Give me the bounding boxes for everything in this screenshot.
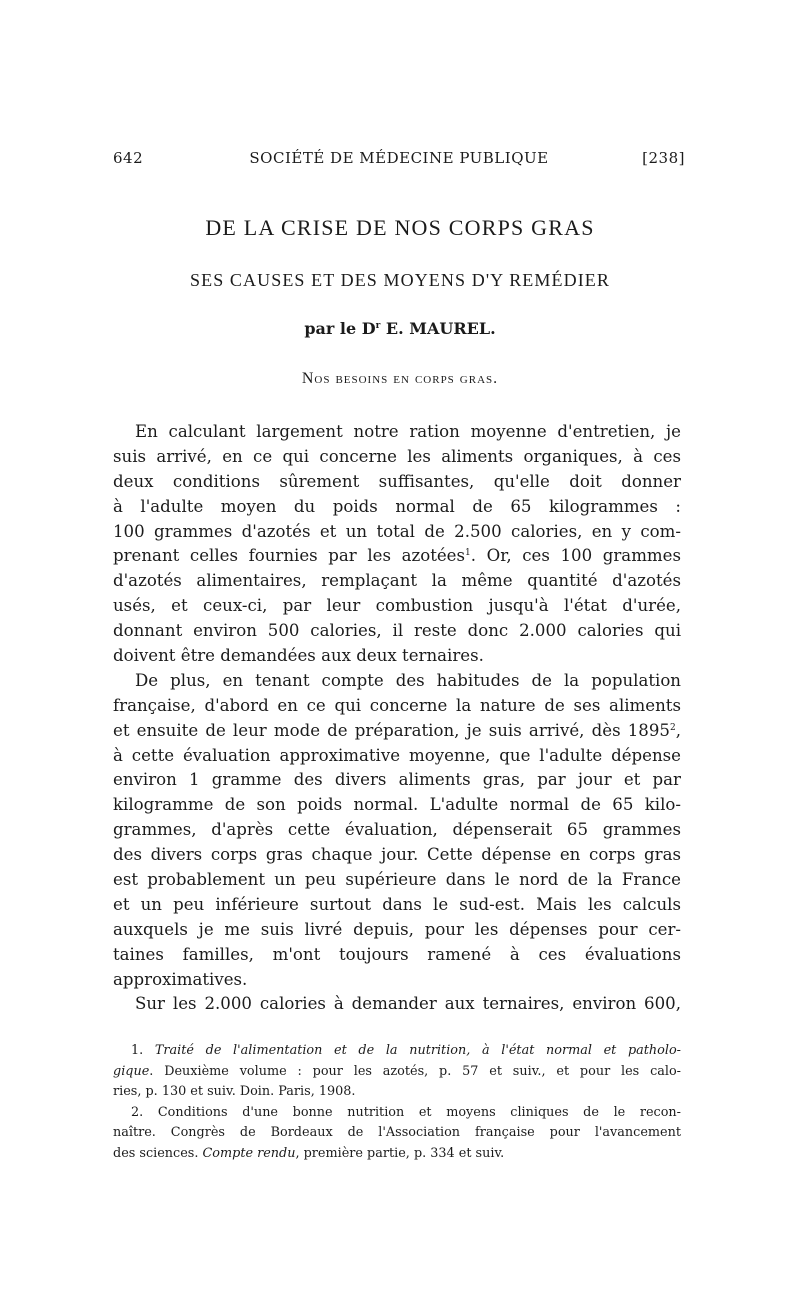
body-line: Sur les 2.000 calories à demander aux ternaires, environ 600, [135, 994, 681, 1014]
footnote-1-title: Traité de l'alimentation et de la nutrition, à l'état normal et patholo- [154, 1043, 681, 1058]
footnote-mark-2: 2 [669, 722, 676, 733]
byline-name: E. MAUREL. [380, 319, 496, 338]
footnote-1-text: . Deuxième volume : pour les azotés, p. 57 et suiv., et pour les calo- [149, 1063, 681, 1079]
body-line: 100 grammes d'azotés et un total de 2.500 calories, en y com- [113, 521, 681, 541]
section-heading: Nos besoins en corps gras. [301, 370, 499, 387]
footnote-2-cont: naître. Congrès de Bordeaux de l'Association française pour l'avancement [113, 1125, 681, 1141]
body-line [113, 544, 681, 569]
body-line-part: . Or, ces 100 grammes [470, 546, 681, 566]
body-line: grammes, d'après cette évaluation, dépenserait 65 grammes [113, 820, 681, 840]
body-line: à l'adulte moyen du poids normal de 65 kilogrammes : [113, 496, 681, 516]
body-line: suis arrivé, en ce qui concerne les aliments organiques, à ces [113, 446, 681, 466]
page-reference: [238] [642, 149, 685, 167]
author-byline [0, 319, 800, 338]
footnote-2: 2. Conditions d'une bonne nutrition et moyens cliniques de le recon- [131, 1104, 681, 1120]
footnotes [113, 1041, 681, 1165]
body-line: des divers corps gras chaque jour. Cette dépense en corps gras [113, 845, 681, 865]
body-line: d'azotés alimentaires, remplaçant la même quantité d'azotés [113, 571, 681, 591]
body-line: environ 1 gramme des divers aliments gras, par jour et par [113, 770, 681, 790]
footnote-2-text: des sciences. [113, 1145, 203, 1161]
byline-superscript: r [375, 321, 381, 331]
running-header [113, 149, 685, 171]
body-line: à cette évaluation approximative moyenne, que l'adulte dépense [113, 745, 681, 765]
body-line: taines familles, m'ont toujours ramené à ces évaluations [113, 944, 681, 964]
article-title: DE LA CRISE DE NOS CORPS GRAS [205, 215, 595, 240]
byline-prefix: par le D [304, 319, 376, 338]
body-line: En calculant largement notre ration moyenne d'entretien, je [135, 422, 681, 441]
footnote-1-cont: ries, p. 130 et suiv. Doin. Paris, 1908. [113, 1084, 356, 1100]
body-line-part: , [675, 720, 681, 740]
running-title: SOCIÉTÉ DE MÉDECINE PUBLIQUE [249, 149, 549, 167]
article-subtitle: SES CAUSES ET DES MOYENS D'Y REMÉDIER [190, 270, 610, 290]
footnote-1-number: 1. [131, 1043, 155, 1058]
page-number: 642 [113, 149, 144, 167]
body-line-part: et ensuite de leur mode de préparation, je suis arrivé, dès 1895 [113, 720, 670, 740]
body-line: deux conditions sûrement suffisantes, qu'elle doit donner [113, 471, 681, 491]
body-line: donnant environ 500 calories, il reste donc 2.000 calories qui [113, 621, 681, 641]
footnote-2-italic: Compte rendu [202, 1145, 296, 1161]
body-line: De plus, en tenant compte des habitudes de la population [135, 670, 681, 690]
body-line: est probablement un peu supérieure dans le nord de la France [113, 870, 681, 890]
footnote-1 [113, 1041, 681, 1062]
footnote-2-cont [113, 1144, 681, 1165]
footnote-1-cont [113, 1062, 681, 1083]
body-line: française, d'abord en ce qui concerne la nature de ses aliments [113, 695, 681, 715]
footnote-mark-1: 1 [465, 548, 471, 559]
footnote-2-text-end: , première partie, p. 334 et suiv. [295, 1145, 505, 1161]
footnote-1-title-end: gique [113, 1063, 150, 1079]
body-line [113, 719, 681, 744]
body-line: doivent être demandées aux deux ternaires. [113, 646, 484, 666]
body-line: kilogramme de son poids normal. L'adulte normal de 65 kilo- [113, 795, 681, 815]
body-text [113, 420, 681, 1017]
body-line: approximatives. [113, 969, 248, 989]
body-line: usés, et ceux-ci, par leur combustion jusqu'à l'état d'urée, [113, 596, 681, 616]
body-line-part: prenant celles fournies par les azotées [113, 546, 466, 566]
body-line: et un peu inférieure surtout dans le sud-est. Mais les calculs [113, 894, 681, 914]
body-line: auxquels je me suis livré depuis, pour les dépenses pour cer- [113, 919, 681, 939]
